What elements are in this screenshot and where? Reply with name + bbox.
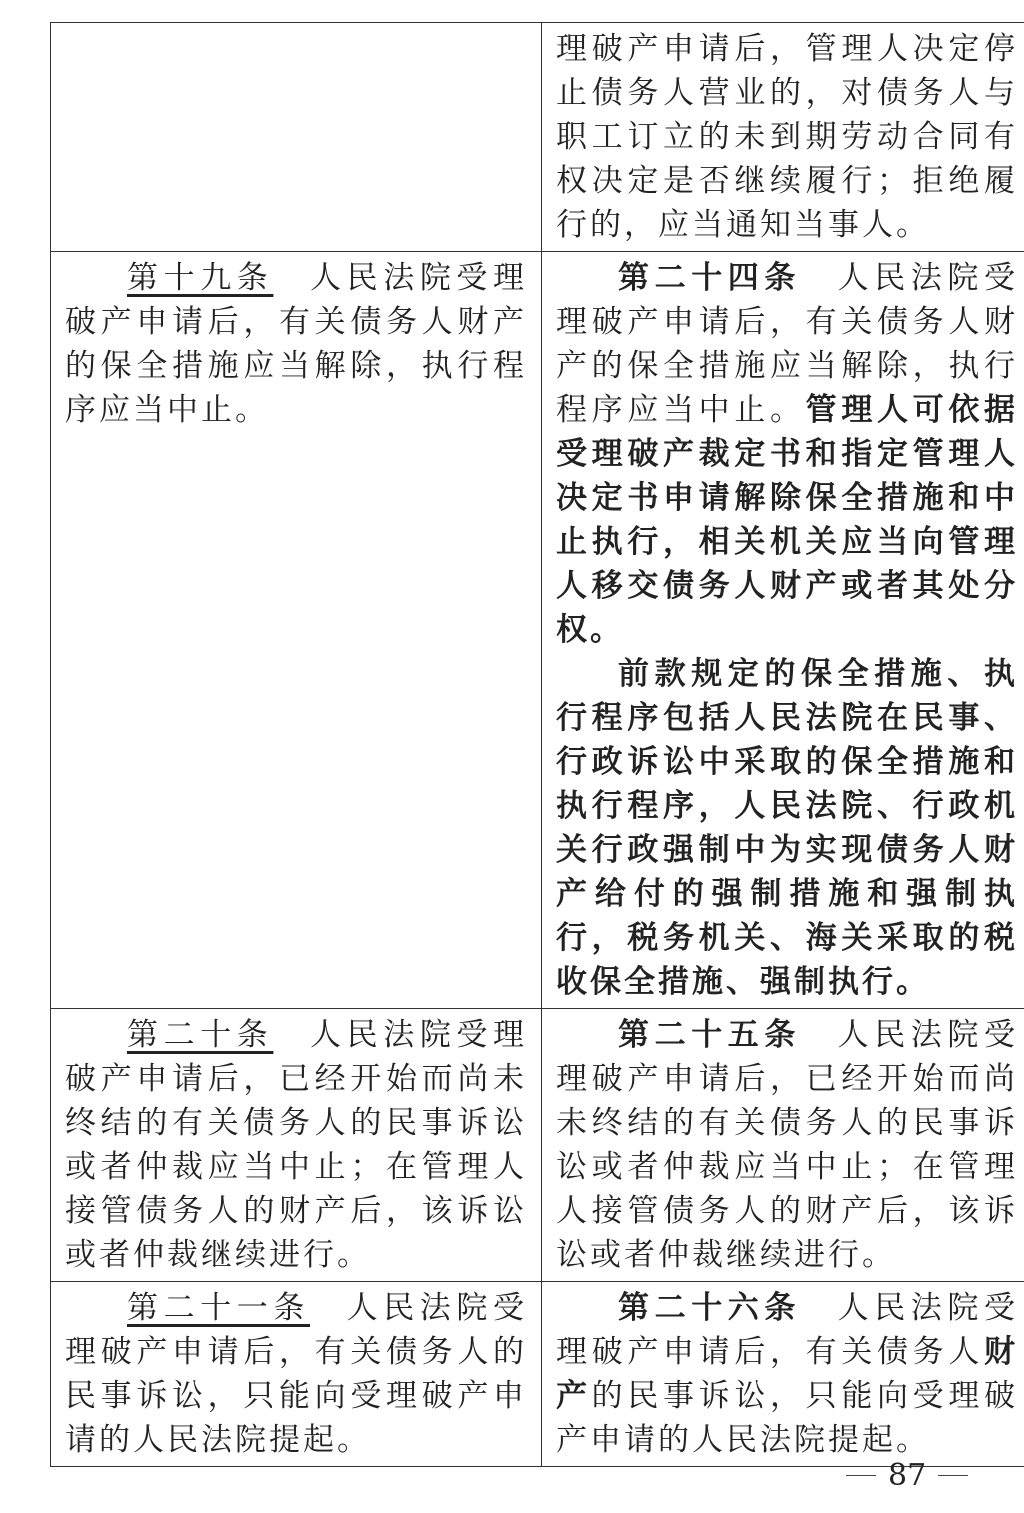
old-text-cell	[51, 23, 542, 252]
table-row	[51, 252, 1024, 1009]
footer-dash-right	[938, 1475, 968, 1476]
article-paragraph	[65, 1013, 527, 1277]
article-paragraph	[556, 27, 1018, 247]
article-body: 的民事诉讼，只能向受理破产申请的人民法院提起。	[556, 1378, 1019, 1458]
old-text-cell	[51, 1009, 542, 1282]
table-row	[51, 1282, 1024, 1467]
article-number-new: 第二十四条	[618, 260, 801, 296]
new-text-cell	[542, 1009, 1024, 1282]
article-number-old: 第十九条	[127, 260, 274, 296]
article-paragraph	[556, 256, 1018, 652]
article-body: 理破产申请后，管理人决定停止债务人营业的，对债务人与职工订立的未到期劳动合同有权决定是否继续履行；拒绝履行的，应当通知当事人。	[556, 31, 1018, 243]
added-text: 管理人可依据受理破产裁定书和指定管理人决定书申请解除保全措施和中止执行，相关机关应当向管理人移交债务人财产或者其处分权。	[556, 392, 1019, 648]
article-body: 人民法院受理破产申请后，有关债务人的民事诉讼，只能向受理破产申请的人民法院提起。	[65, 1290, 528, 1458]
article-paragraph	[65, 256, 527, 432]
old-text-cell	[51, 252, 542, 1009]
article-body: 人民法院受理破产申请后，已经开始而尚未终结的有关债务人的民事诉讼或者仲裁应当中止；在管理人接管债务人的财产后，该诉讼或者仲裁继续进行。	[65, 1017, 528, 1273]
added-text: 财产	[556, 1334, 1018, 1414]
table-row	[51, 23, 1024, 252]
page-number: 87	[888, 1457, 927, 1493]
article-number-new: 第二十六条	[618, 1290, 801, 1326]
page-footer	[846, 1455, 986, 1495]
article-paragraph	[65, 1286, 527, 1462]
new-text-cell	[542, 252, 1024, 1009]
footer-dash-left	[846, 1475, 876, 1476]
new-text-cell	[542, 23, 1024, 252]
added-paragraph: 前款规定的保全措施、执行程序包括人民法院在民事、行政诉讼中采取的保全措施和执行程序，人民法院、行政机关行政强制中为实现债务人财产给付的强制措施和强制执行，税务机关、海关采取的税收保全措施、强制执行。	[556, 656, 1018, 1000]
article-paragraph	[556, 1286, 1018, 1462]
article-number-old: 第二十条	[127, 1017, 274, 1053]
article-paragraph	[556, 1013, 1018, 1277]
article-number-new: 第二十五条	[618, 1017, 801, 1053]
old-text-cell	[51, 1282, 542, 1467]
article-body: 人民法院受理破产申请后，有关债务人财产的保全措施应当解除，执行程序应当中止。	[556, 260, 1019, 428]
article-number-old: 第二十一条	[127, 1290, 310, 1326]
table-row	[51, 1009, 1024, 1282]
article-body: 人民法院受理破产申请后，已经开始而尚未终结的有关债务人的民事诉讼或者仲裁应当中止；在管理人接管债务人的财产后，该诉讼或者仲裁继续进行。	[556, 1017, 1019, 1273]
article-body: 人民法院受理破产申请后，有关债务人	[556, 1290, 1019, 1370]
new-text-cell	[542, 1282, 1024, 1467]
article-body: 人民法院受理破产申请后，有关债务人财产的保全措施应当解除，执行程序应当中止。	[65, 260, 528, 428]
comparison-table	[50, 22, 1024, 1467]
